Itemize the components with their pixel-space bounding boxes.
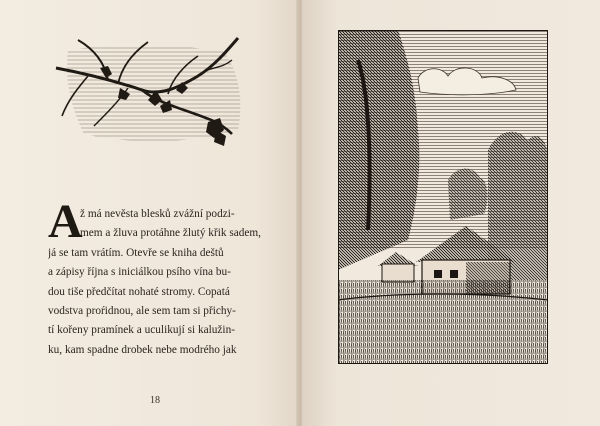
body-text — [48, 205, 262, 360]
text-line: a zápisy října s iniciálkou psího vína bu- — [48, 266, 231, 279]
text-line: tí kořeny pramínek a uculikují si kalužin- — [48, 324, 235, 337]
text-line: dou tiše předčítat nohaté stromy. Copatá — [48, 285, 230, 298]
cottage-illustration — [338, 30, 548, 364]
text-line: ž má nevěsta blesků zvážní podzi- — [80, 208, 235, 220]
text-line: ku, kam spadne drobek nebe modrého jak — [48, 343, 237, 356]
page-number: 18 — [150, 395, 160, 406]
branch-illustration — [48, 30, 248, 152]
text-line: já se tam vrátím. Otevře se kniha deštů — [48, 246, 224, 259]
left-page — [0, 0, 298, 426]
drop-cap-initial: A — [48, 195, 83, 248]
text-line: mem a žluva protáhne žlutý křik sadem, — [80, 227, 262, 240]
text-line: vodstva proŕidnou, ale sem tam si přichy- — [48, 305, 236, 318]
